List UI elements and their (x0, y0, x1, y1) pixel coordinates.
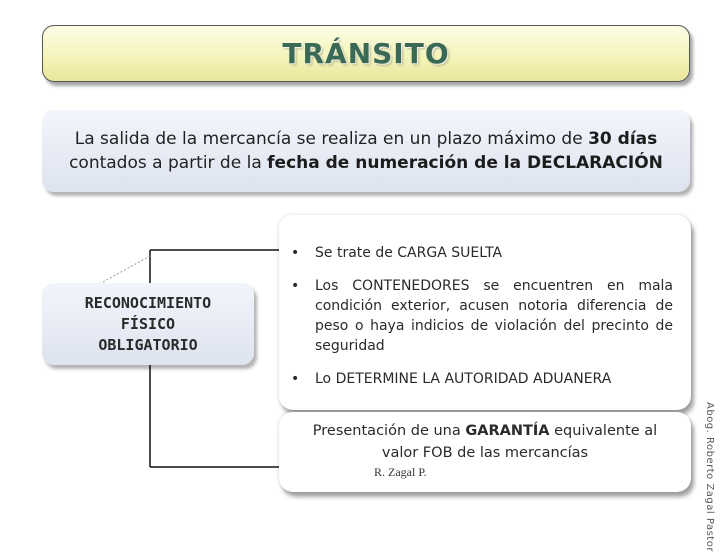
condition-item (291, 276, 673, 356)
condition-item (291, 369, 673, 389)
signature: R. Zagal P. (374, 465, 427, 479)
guarantee-line2: valor FOB de las mercancías (381, 445, 589, 461)
guarantee-box (279, 412, 691, 492)
guarantee-part1: Presentación de una (312, 423, 466, 439)
side-credit: Abog. Roberto Zagal Pastor (704, 402, 715, 552)
condition-text: Se trate de CARGA SUELTA (315, 245, 503, 261)
guarantee-bold: GARANTÍA (465, 423, 550, 439)
bullet: • (291, 278, 300, 294)
conditions-box (279, 215, 691, 410)
guarantee-text (279, 420, 691, 464)
intro-part2: contados a partir de la (69, 153, 268, 173)
bullet: • (291, 371, 300, 387)
bullet: • (291, 245, 300, 261)
inspection-line1: RECONOCIMIENTO (84, 293, 212, 312)
inspection-line2: FÍSICO (120, 314, 176, 333)
guarantee-part2: equivalente al (549, 423, 658, 439)
intro-part1: La salida de la mercancía se realiza en un plazo máximo de (74, 129, 589, 149)
condition-text: Lo DETERMINE LA AUTORIDAD ADUANERA (315, 371, 612, 387)
slide-title: TRÁNSITO (282, 37, 450, 70)
condition-item (291, 243, 673, 263)
inspection-box (42, 283, 254, 365)
inspection-line3: OBLIGATORIO (98, 335, 198, 354)
intro-bold-days: 30 días (588, 129, 658, 149)
intro-bold-declaration: fecha de numeración de la DECLARACIÓN (267, 153, 663, 173)
condition-text: Los CONTENEDORES se encuentren en mala condición exterior, acusen notoria diferencia de peso o haya indicios de violación del precinto de seguridad (315, 278, 673, 354)
inspection-label (85, 293, 211, 356)
